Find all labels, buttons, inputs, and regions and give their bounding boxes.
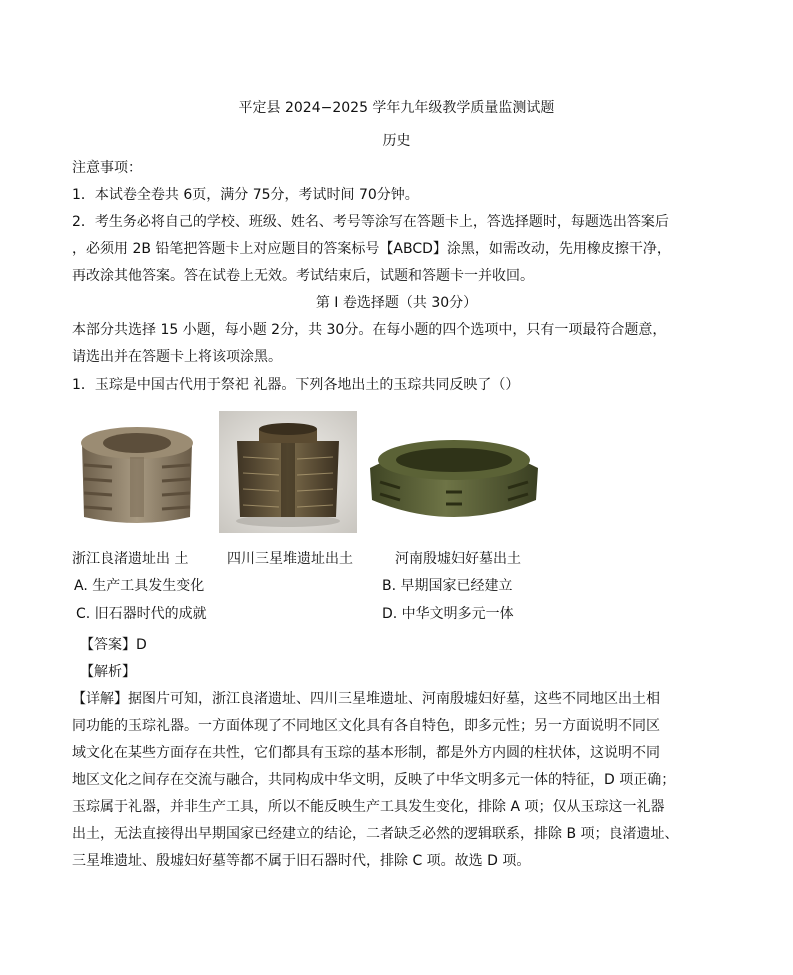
detail-line-3: 域文化在某些方面存在共性，它们都具有玉琮的基本形制，都是外方内圆的柱状体，这说明不同 (72, 745, 660, 761)
caption-fuhao: 河南殷墟妇好墓出土 (395, 551, 521, 567)
fuhao-cong-image (366, 430, 542, 528)
detail-line-7: 三星堆遗址、殷墟妇好墓等都不属于旧石器时代，排除 C 项。故选 D 项。 (72, 853, 531, 869)
notice-item-2-line-2: ，必须用 2B 铅笔把答题卡上对应题目的答案标号【ABCD】涂黑，如需改动，先用橡皮擦干净， (72, 241, 671, 257)
notice-item-1: 1．本试卷全卷共 6页，满分 75分，考试时间 70分钟。 (72, 187, 419, 203)
caption-liangzhu: 浙江良渚遗址出 土 (72, 551, 189, 567)
liangzhu-cong-image (72, 413, 202, 531)
caption-sanxingdui: 四川三星堆遗址出土 (227, 551, 353, 567)
section-desc-line-1: 本部分共选择 15 小题，每小题 2分，共 30分。在每小题的四个选项中，只有一项最符合题意， (72, 322, 667, 338)
option-c: C. 旧石器时代的成就 (76, 606, 207, 622)
section-title: 第 I 卷选择题（共 30分） (315, 295, 478, 311)
exam-title: 平定县 2024−2025 学年九年级教学质量监测试题 (238, 100, 555, 116)
option-d: D. 中华文明多元一体 (382, 606, 514, 622)
question-stem: 1．玉琮是中国古代用于祭祀 礼器。下列各地出土的玉琮共同反映了（） (72, 377, 520, 393)
option-b: B. 早期国家已经建立 (382, 578, 513, 594)
notice-heading: 注意事项： (72, 160, 142, 176)
detail-line-6: 出土，无法直接得出早期国家已经建立的结论，二者缺乏必然的逻辑联系，排除 B 项；良渚遗址、 (72, 826, 679, 842)
option-a: A. 生产工具发生变化 (74, 578, 205, 594)
exam-subject: 历史 (382, 133, 411, 149)
notice-item-2-line-3: 再改涂其他答案。答在试卷上无效。考试结束后，试题和答题卡一并收回。 (72, 268, 534, 284)
notice-item-2-line-1: 2．考生务必将自己的学校、班级、姓名、考号等涂写在答题卡上，答选择题时，每题选出答案后 (72, 214, 669, 230)
section-desc-line-2: 请选出并在答题卡上将该项涂黑。 (72, 349, 282, 365)
answer-label: 【答案】D (80, 637, 147, 653)
detail-line-2: 同功能的玉琮礼器。一方面体现了不同地区文化具有各自特色，即多元性；另一方面说明不同区 (72, 718, 660, 734)
detail-line-1: 【详解】据图片可知，浙江良渚遗址、四川三星堆遗址、河南殷墟妇好墓，这些不同地区出土相 (72, 691, 660, 707)
detail-line-4: 地区文化之间存在交流与融合，共同构成中华文明，反映了中华文明多元一体的特征，D 项正确； (72, 772, 676, 788)
detail-line-5: 玉琮属于礼器，并非生产工具，所以不能反映生产工具发生变化，排除 A 项；仅从玉琮这一礼器 (72, 799, 665, 815)
sanxingdui-cong-image (219, 411, 357, 533)
analysis-label: 【解析】 (80, 664, 136, 680)
